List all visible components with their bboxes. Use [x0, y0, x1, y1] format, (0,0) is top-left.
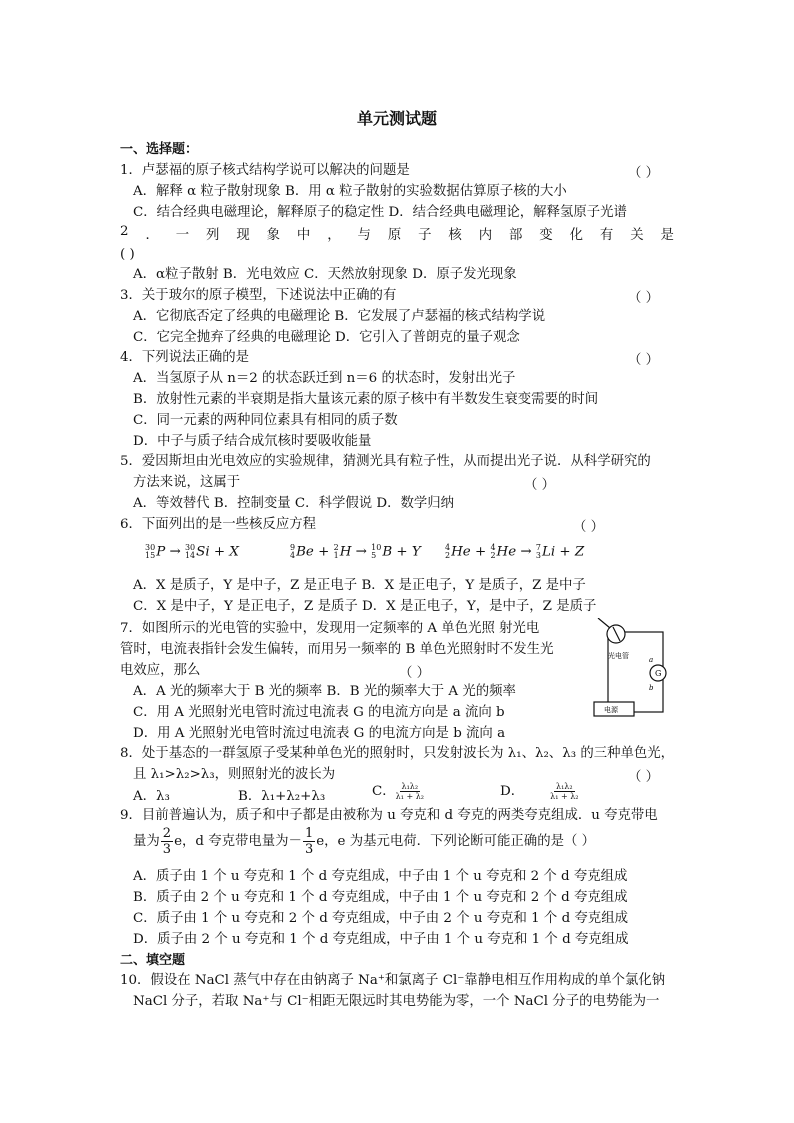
q2-stem-char: 象 [266, 228, 281, 243]
q2-stem-char: 内 [478, 228, 493, 243]
q8-answer-blank: （ ） [628, 770, 660, 785]
q5-stem-line2: 方法来说，这属于 [133, 475, 241, 490]
q10-stem-line1: 10．假设在 NaCl 蒸气中存在由钠离子 Na⁺和氯离子 Cl⁻靠静电相互作用构成的单个氯化钠 [120, 973, 666, 988]
q2-stem-char: 中 [296, 228, 311, 243]
q9-stem-line1: 9．目前普遍认为，质子和中子都是由被称为 u 夸克和 d 夸克的两类夸克组成．u 夸克带电 [120, 808, 658, 823]
q2-stem-char: 化 [569, 228, 583, 243]
q2-stem-char: 部 [509, 228, 523, 243]
q7-stem-line1: 7．如图所示的光电管的实验中，发现用一定频率的 A 单色光照 射光电 [120, 621, 540, 636]
q7-options-ab: A．A 光的频率大于 B 光的频率 B．B 光的频率大于 A 光的频率 [133, 684, 516, 699]
terminal-b-label: b [649, 684, 654, 692]
photocell-circuit-diagram [580, 618, 670, 722]
terminal-a-label: a [649, 656, 654, 664]
q4-option-a: A．当氢原子从 n＝2 的状态跃迁到 n＝6 的状态时，发射出光子 [133, 371, 516, 386]
q9-fraction-two-thirds: $\frac{2}{3}$ [162, 826, 172, 857]
section-heading-choice: 一、选择题： [120, 142, 199, 157]
q6-options-ab: A．X 是质子，Y 是中子，Z 是正电子 B．X 是正电子，Y 是质子，Z 是中子 [133, 578, 586, 593]
q2-stem-char: 与 [357, 228, 371, 243]
q7-option-d: D．用 A 光照射光电管时流过电流表 G 的电流方向是 b 流向 a [133, 726, 506, 741]
q2-stem-char: ， [327, 228, 341, 243]
q2-stem [120, 224, 674, 243]
q1-options-ab: A．解释 α 粒子散射现象 B．用 α 粒子散射的实验数据估算原子核的大小 [133, 184, 567, 199]
q9-option-b: B．质子由 2 个 u 夸克和 1 个 d 夸克组成，中子由 1 个 u 夸克和 2 个 d 夸克组成 [133, 890, 628, 905]
q2-stem-char: 关 [630, 228, 644, 243]
q6-equation-2: 9 4 Be + 2 1 H → 10 5 B + Y [290, 543, 421, 560]
q8-option-c-fraction: $\frac{\text{λ₁λ₂}}{\text{λ₁ + λ₂}}$ [395, 782, 424, 801]
q10-stem-line2: NaCl 分子，若取 Na⁺与 Cl⁻相距无限远时其电势能为零，一个 NaCl 分子的电势能为一 [133, 994, 660, 1009]
q2-stem-char: 一 [175, 228, 190, 243]
q8-option-d: D． $\frac{\text{λ₁λ₂}}{\text{λ₁ + λ₂}}$ [500, 782, 579, 801]
q7-stem-line2: 管时，电流表指针会发生偏转，而用另一频率的 B 单色光照射时不发生光 [120, 642, 554, 657]
q1-answer-blank: （ ） [628, 166, 660, 181]
q2-stem-char: 变 [539, 228, 553, 243]
q2-stem-char: 原 [387, 228, 402, 243]
q4-option-d: D．中子与质子结合成氘核时要吸收能量 [133, 434, 372, 449]
q9-option-d: D．质子由 2 个 u 夸克和 1 个 d 夸克组成，中子由 1 个 u 夸克和 1 个 d 夸克组成 [133, 932, 629, 947]
q2-stem-char: 列 [206, 228, 220, 243]
section-heading-fill: 二、填空题 [120, 953, 186, 968]
q2-stem-char: 是 [660, 228, 674, 243]
q6-equation-1: 30 15 P → 30 14 Si + X [145, 543, 239, 560]
q2-stem-char: 2 [120, 224, 129, 239]
photocell-label: 光电管 [608, 652, 629, 660]
q7-option-c: C．用 A 光照射光电管时流过电流表 G 的电流方向是 a 流向 b [133, 705, 505, 720]
q2-stem-char: 现 [236, 228, 250, 243]
q3-options-ab: A．它彻底否定了经典的电磁理论 B．它发展了卢瑟福的核式结构学说 [133, 309, 546, 324]
q5-answer-blank: （ ） [524, 478, 556, 493]
q2-stem-char: 核 [448, 228, 462, 243]
q4-answer-blank: （ ） [628, 353, 660, 368]
q2-answer-blank: ( ) [120, 247, 135, 262]
q7-stem-line3: 电效应，那么 [120, 663, 201, 678]
q5-stem-line1: 5．爱因斯坦由光电效应的实验规律，猜测光具有粒子性，从而提出光子说．从科学研究的 [120, 454, 651, 469]
q2-stem-char: ． [145, 228, 159, 243]
q9-fraction-one-third: $\frac{1}{3}$ [304, 826, 314, 857]
q8-stem-line1: 8．处于基态的一群氢原子受某种单色光的照射时，只发射波长为 λ₁、λ₂、λ₃ 的三种单色光， [120, 746, 675, 761]
q7-answer-blank: （ ） [399, 666, 431, 681]
q9-option-c: C．质子由 1 个 u 夸克和 2 个 d 夸克组成，中子由 2 个 u 夸克和 1 个 d 夸克组成 [133, 911, 628, 926]
q2-stem-char: 子 [418, 228, 432, 243]
q2-stem-char: 有 [599, 228, 614, 243]
q1-options-cd: C．结合经典电磁理论，解释原子的稳定性 D．结合经典电磁理论，解释氢原子光谱 [133, 205, 627, 220]
q3-stem: 3．关于玻尔的原子模型，下述说法中正确的有 [120, 288, 397, 303]
page-title: 单元测试题 [356, 109, 437, 128]
q9-stem-line2: 量为 $\frac{2}{3}$ e，d 夸克带电量为－ $\frac{1}{3}$ e，e 为基元电荷．下列论断可能正确的是（ ） [133, 826, 596, 857]
q8-option-b: B．λ₁+λ₂+λ₃ [238, 789, 326, 804]
q6-options-cd: C．X 是中子，Y 是正电子，Z 是质子 D．X 是正电子，Y，是中子，Z 是质子 [133, 599, 597, 614]
q9-option-a: A．质子由 1 个 u 夸克和 1 个 d 夸克组成，中子由 1 个 u 夸克和 2 个 d 夸克组成 [133, 869, 628, 884]
q3-options-cd: C．它完全抛弃了经典的电磁理论 D．它引入了普朗克的量子观念 [133, 330, 520, 345]
q8-option-c: C． $\frac{\text{λ₁λ₂}}{\text{λ₁ + λ₂}}$ [372, 782, 424, 801]
q4-stem: 4．下列说法正确的是 [120, 350, 250, 365]
q1-stem: 1．卢瑟福的原子核式结构学说可以解决的问题是 [120, 163, 410, 178]
q6-answer-blank: （ ） [573, 520, 605, 535]
power-source-label: 电源 [604, 706, 618, 714]
q4-option-b: B．放射性元素的半衰期是指大量该元素的原子核中有半数发生衰变需要的时间 [133, 392, 599, 407]
q2-options: A．α粒子散射 B．光电效应 C．天然放射现象 D．原子发光现象 [133, 267, 517, 282]
q6-stem: 6．下面列出的是一些核反应方程 [120, 517, 316, 532]
q8-option-d-fraction: $\frac{\text{λ₁λ₂}}{\text{λ₁ + λ₂}}$ [550, 782, 579, 801]
q8-stem-line2: 且 λ₁>λ₂>λ₃，则照射光的波长为 [133, 767, 336, 782]
q3-answer-blank: （ ） [628, 291, 660, 306]
q6-equation-3: 4 2 He + 4 2 He → 7 3 Li + Z [445, 543, 585, 560]
galvanometer-label: G [655, 669, 662, 678]
q8-option-a: A．λ₃ [133, 789, 170, 804]
q5-options: A．等效替代 B．控制变量 C．科学假说 D．数学归纳 [133, 496, 455, 511]
q4-option-c: C．同一元素的两种同位素具有相同的质子数 [133, 413, 398, 428]
